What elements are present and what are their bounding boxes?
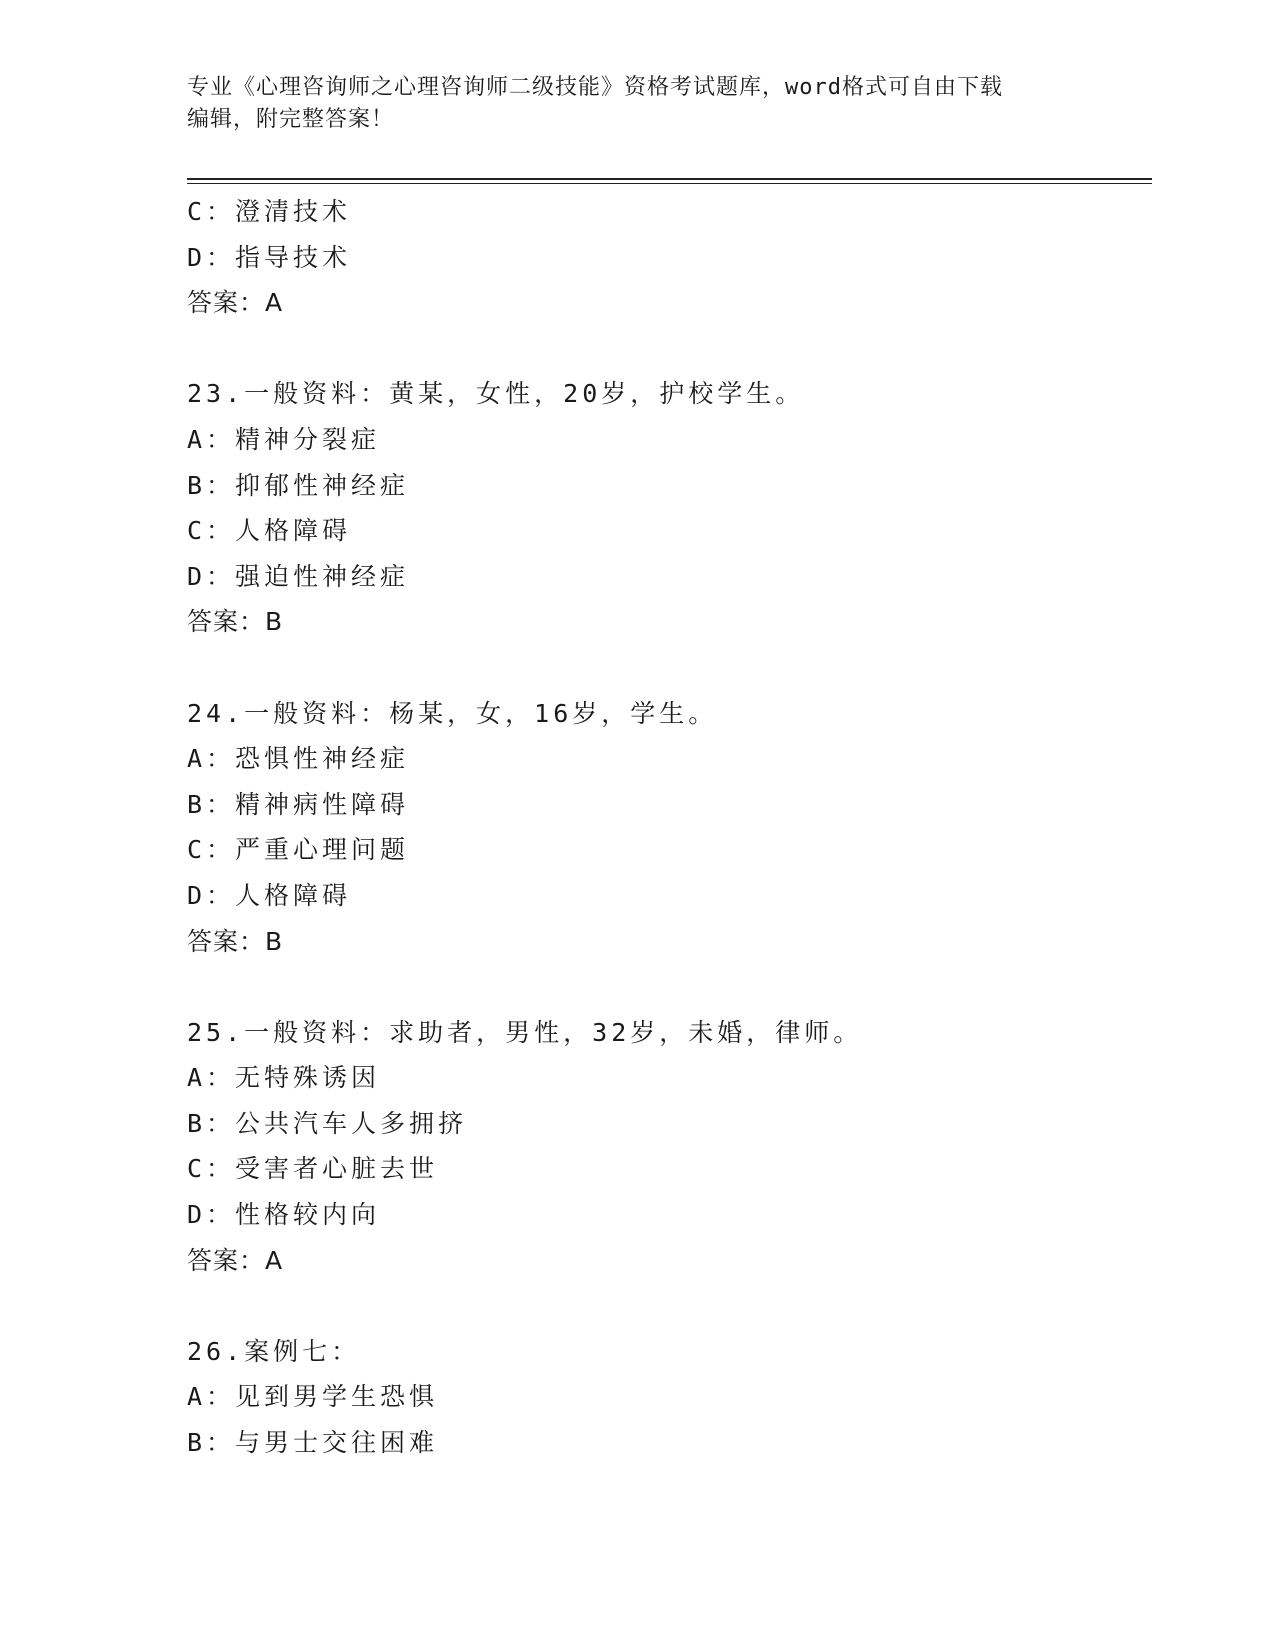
question-stem: 24.一般资料：杨某，女，16岁，学生。 [187,698,718,728]
answer-line: 答案：A [187,1245,284,1275]
header-divider-thick [187,178,1152,180]
header-line-1: 专业《心理咨询师之心理咨询师二级技能》资格考试题库，word格式可自由下载 [187,75,1003,100]
question-23 [187,371,1147,645]
answer-line: 答案：A [187,288,284,318]
question-stem: 25.一般资料：求助者，男性，32岁，未婚，律师。 [187,1017,863,1047]
spacer [187,964,1147,1010]
option-c: C：人格障碍 [187,516,352,546]
option-a: A：见到男学生恐惧 [187,1382,439,1412]
question-26 [187,1329,1147,1466]
option-d: D：强迫性神经症 [187,561,410,591]
page-header [187,72,1067,136]
question-24 [187,691,1147,965]
option-c: C：严重心理问题 [187,835,410,865]
option-d: D：人格障碍 [187,880,352,910]
header-divider-thin [187,183,1152,184]
option-b: B：精神病性障碍 [187,789,410,819]
answer-line: 答案：B [187,926,284,956]
spacer [187,1283,1147,1329]
option-c: C：澄清技术 [187,197,352,226]
option-a: A：精神分裂症 [187,424,381,454]
question-stem: 26.案例七： [187,1336,361,1366]
answer-line: 答案：B [187,607,284,637]
header-line-2: 编辑，附完整答案！ [187,107,395,132]
question-stem: 23.一般资料：黄某，女性，20岁，护校学生。 [187,379,805,409]
question-22-tail [187,189,1147,326]
option-d: D：指导技术 [187,242,352,272]
option-a: A：恐惧性神经症 [187,744,410,774]
spacer [187,645,1147,691]
option-c: C：受害者心脏去世 [187,1154,439,1184]
option-b: B：抑郁性神经症 [187,470,410,500]
spacer [187,326,1147,372]
question-content [187,189,1147,1466]
option-b: B：公共汽车人多拥挤 [187,1108,468,1138]
option-a: A：无特殊诱因 [187,1063,381,1093]
option-b: B：与男士交往困难 [187,1428,439,1458]
option-d: D：性格较内向 [187,1200,381,1230]
question-25 [187,1010,1147,1284]
